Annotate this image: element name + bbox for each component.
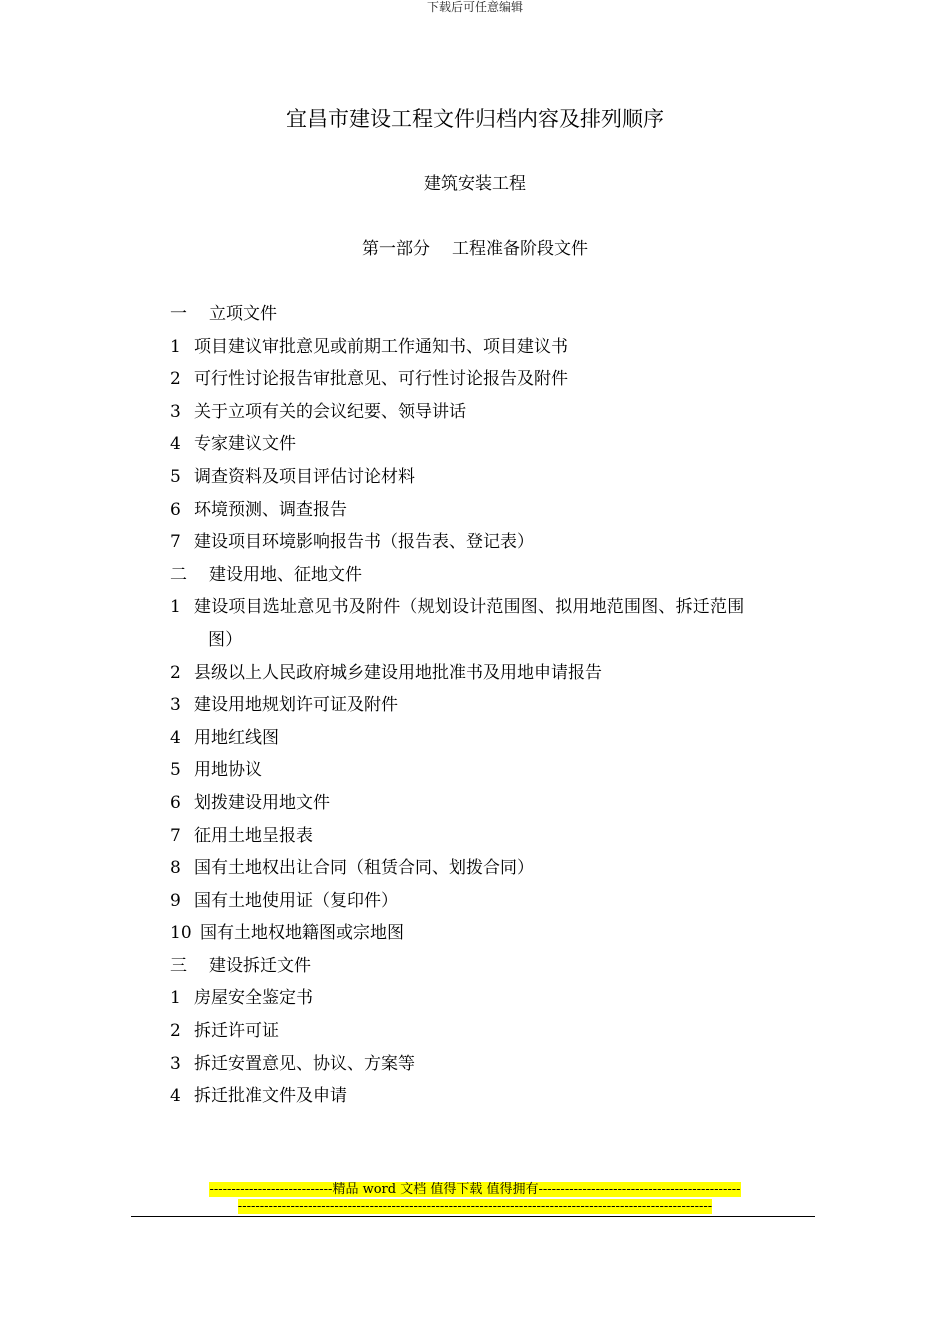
footer-banner xyxy=(0,1181,950,1198)
item-number: 9 xyxy=(170,890,181,911)
item-text: 建设用地规划许可证及附件 xyxy=(194,695,398,716)
item-number: 7 xyxy=(170,825,181,846)
part-label: 第一部分 xyxy=(362,239,430,259)
section-title: 建设拆迁文件 xyxy=(209,955,311,976)
list-item xyxy=(170,396,820,429)
item-text: 国有土地权出让合同（租赁合同、划拨合同） xyxy=(194,858,534,879)
item-number: 4 xyxy=(170,434,181,455)
item-number: 10 xyxy=(170,923,192,944)
document-subtitle: 建筑安装工程 xyxy=(424,174,526,194)
header-note: 下载后可任意编辑 xyxy=(426,0,523,14)
list-item xyxy=(170,754,820,787)
item-text: 国有土地使用证（复印件） xyxy=(194,890,398,911)
item-number: 6 xyxy=(170,792,181,813)
item-text: 用地红线图 xyxy=(194,727,279,748)
item-number: 2 xyxy=(170,1021,181,1042)
part-name: 工程准备阶段文件 xyxy=(452,239,588,259)
section-title: 立项文件 xyxy=(209,304,277,324)
item-text: 建设项目环境影响报告书（报告表、登记表） xyxy=(194,532,534,553)
item-text: 环境预测、调查报告 xyxy=(194,499,347,520)
section-heading xyxy=(170,559,820,592)
item-text: 拆迁许可证 xyxy=(194,1021,279,1042)
list-item xyxy=(170,428,820,461)
list-item xyxy=(170,820,820,853)
item-text: 项目建议审批意见或前期工作通知书、项目建议书 xyxy=(194,336,568,357)
section-number: 一 xyxy=(170,304,187,324)
section-heading xyxy=(170,298,820,331)
list-item xyxy=(170,461,820,494)
list-item xyxy=(170,885,820,918)
item-number: 3 xyxy=(170,1053,181,1074)
archive-list xyxy=(170,298,820,1113)
list-item xyxy=(170,689,820,722)
item-text: 调查资料及项目评估讨论材料 xyxy=(194,466,415,487)
item-text: 拆迁批准文件及申请 xyxy=(194,1086,347,1107)
item-number: 4 xyxy=(170,1086,181,1107)
list-item xyxy=(170,787,820,820)
list-item xyxy=(170,1048,820,1081)
footer-divider xyxy=(0,1198,950,1215)
item-text: 关于立项有关的会议纪要、领导讲话 xyxy=(194,401,466,422)
item-number: 5 xyxy=(170,760,181,781)
item-text: 可行性讨论报告审批意见、可行性讨论报告及附件 xyxy=(194,369,568,390)
list-item xyxy=(170,917,820,950)
item-number: 3 xyxy=(170,695,181,716)
item-number: 3 xyxy=(170,401,181,422)
item-number: 1 xyxy=(170,336,181,357)
item-number: 2 xyxy=(170,662,181,683)
item-text: 划拨建设用地文件 xyxy=(194,792,330,813)
part-heading xyxy=(0,237,950,261)
item-text: 用地协议 xyxy=(194,760,262,781)
footer-divider-text: ------------------------------------------------------------------------------------------------------------ xyxy=(237,1199,713,1214)
item-text: 建设项目选址意见书及附件（规划设计范围图、拟用地范围图、拆迁范围 xyxy=(194,597,745,618)
list-item xyxy=(170,1015,820,1048)
document-title: 宜昌市建设工程文件归档内容及排列顺序 xyxy=(286,107,664,131)
list-item xyxy=(170,657,820,690)
list-item xyxy=(170,591,820,656)
item-number: 7 xyxy=(170,532,181,553)
list-item xyxy=(170,982,820,1015)
list-item xyxy=(170,722,820,755)
list-item xyxy=(170,363,820,396)
section-number: 二 xyxy=(170,564,187,585)
item-number: 4 xyxy=(170,727,181,748)
section-number: 三 xyxy=(170,955,187,976)
item-text: 征用土地呈报表 xyxy=(194,825,313,846)
item-text: 县级以上人民政府城乡建设用地批准书及用地申请报告 xyxy=(194,662,602,683)
footer-banner-text: ----------------------------精品 word 文档 值得下载 值得拥有---------------------------------------------- xyxy=(209,1182,741,1197)
list-item xyxy=(170,1080,820,1113)
item-text: 专家建议文件 xyxy=(194,434,296,455)
item-number: 1 xyxy=(170,597,181,618)
item-number: 2 xyxy=(170,369,181,390)
item-text: 拆迁安置意见、协议、方案等 xyxy=(194,1053,415,1074)
section-heading xyxy=(170,950,820,983)
footer-rule xyxy=(131,1216,815,1217)
list-item xyxy=(170,494,820,527)
item-text: 房屋安全鉴定书 xyxy=(194,988,313,1009)
item-number: 1 xyxy=(170,988,181,1009)
item-number: 6 xyxy=(170,499,181,520)
item-number: 5 xyxy=(170,466,181,487)
section-title: 建设用地、征地文件 xyxy=(209,564,362,585)
item-text: 国有土地权地籍图或宗地图 xyxy=(200,923,404,944)
list-item xyxy=(170,526,820,559)
list-item xyxy=(170,852,820,885)
list-item xyxy=(170,331,820,364)
item-number: 8 xyxy=(170,858,181,879)
item-text-continuation: 图） xyxy=(208,629,243,650)
